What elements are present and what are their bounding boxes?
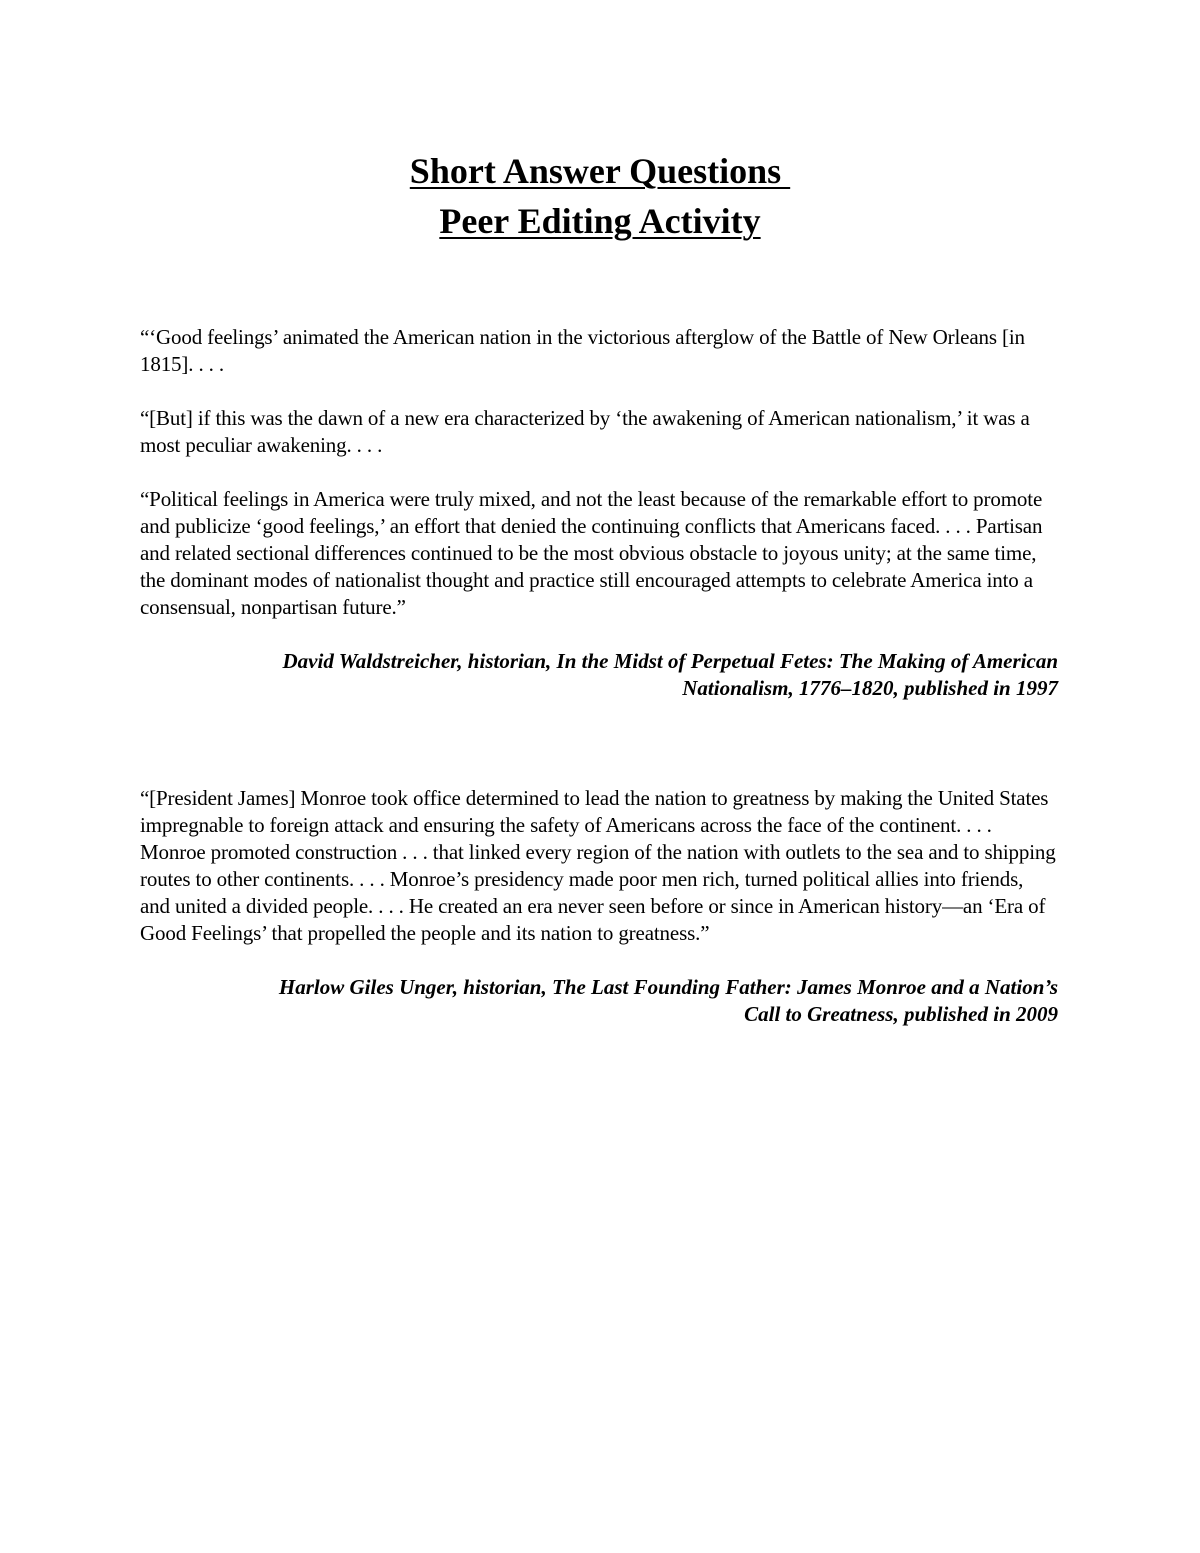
excerpt-1-paragraph-1: “‘Good feelings’ animated the American nation in the victorious afterglow of the Battle of New Orleans [in 1815]. . . . xyxy=(140,325,1025,376)
excerpt-2-attribution-line-2: Call to Greatness, published in 2009 xyxy=(744,1002,1058,1026)
excerpt-2-attribution xyxy=(140,974,1058,1028)
source-excerpt-1 xyxy=(140,324,1058,702)
excerpt-1-attribution-line-1: David Waldstreicher, historian, In the Midst of Perpetual Fetes: The Making of American xyxy=(282,649,1058,673)
excerpt-1-attribution-line-2: Nationalism, 1776–1820, published in 1997 xyxy=(682,676,1058,700)
excerpt-2-paragraph-1: “[President James] Monroe took office determined to lead the nation to greatness by making the United States impregnable to foreign attack and ensuring the safety of Americans across the face of the continent. . . . Monroe promoted construction . . . that linked every region of the nation with outlets to the sea and to shipping routes to other continents. . . . Monroe’s presidency made poor men rich, turned political allies into friends, and united a divided people. . . . He created an era never seen before or since in American history—an ‘Era of Good Feelings’ that propelled the people and its nation to greatness.” xyxy=(140,786,1056,945)
excerpt-1-paragraph-3: “Political feelings in America were truly mixed, and not the least because of the remarkable effort to promote and publicize ‘good feelings,’ an effort that denied the continuing conflicts that Americans faced. . . . Partisan and related sectional differences continued to be the most obvious obstacle to joyous unity; at the same time, the dominant modes of nationalist thought and practice still encouraged attempts to celebrate America into a consensual, nonpartisan future.” xyxy=(140,487,1043,619)
title-line-2: Peer Editing Activity xyxy=(439,201,761,241)
excerpt-2-attribution-line-1: Harlow Giles Unger, historian, The Last Founding Father: James Monroe and a Nation’s xyxy=(278,975,1058,999)
excerpt-1-paragraph-2: “[But] if this was the dawn of a new era characterized by ‘the awakening of American nationalism,’ it was a most peculiar awakening. . . . xyxy=(140,406,1030,457)
page-title xyxy=(0,146,1200,246)
title-line-1: Short Answer Questions xyxy=(409,151,791,191)
excerpt-1-attribution xyxy=(140,648,1058,702)
source-excerpt-2 xyxy=(140,785,1058,1028)
